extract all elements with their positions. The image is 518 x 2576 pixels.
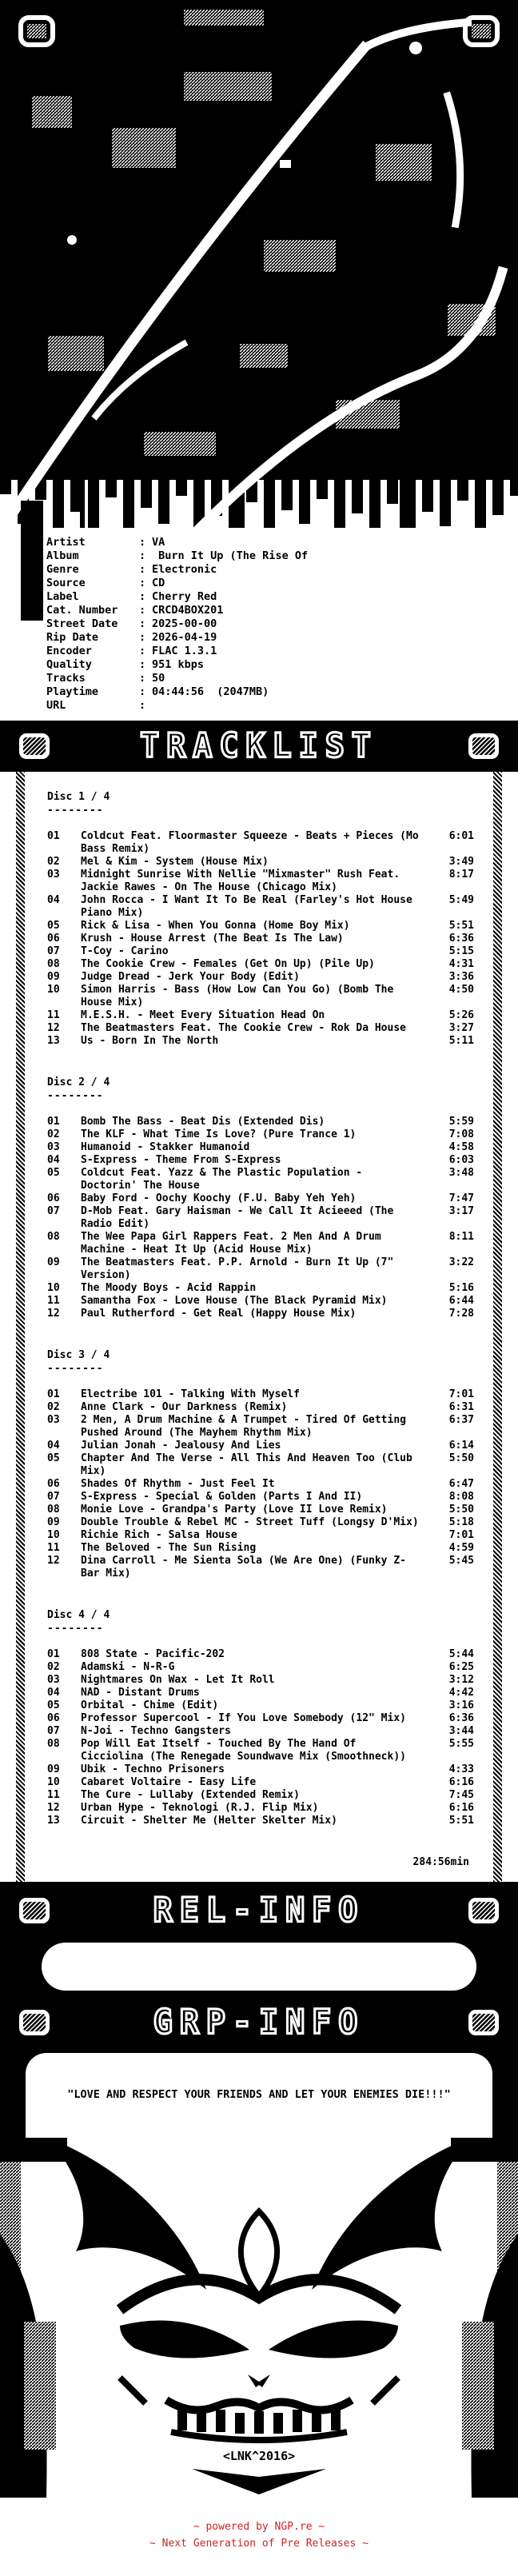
track-title: T-Coy - Carino [81, 945, 169, 957]
track-time: 5:49 [448, 894, 474, 906]
track-title: Julian Jonah - Jealousy And Lies [81, 1440, 281, 1452]
track-time: 4:50 [448, 984, 474, 996]
track-row [47, 1295, 474, 1308]
release-field [46, 604, 510, 617]
track-time: 5:11 [448, 1035, 474, 1047]
track-number: 04 [47, 1687, 60, 1699]
track-row [47, 1308, 474, 1320]
track-title: Nightmares On Wax - Let It Roll [81, 1674, 275, 1686]
track-title: Coldcut Feat. Yazz & The Plastic Population - Doctorin' The House [81, 1167, 363, 1192]
field-label: Rip Date [46, 631, 99, 644]
track-number: 06 [47, 1192, 60, 1204]
track-number: 02 [47, 1661, 60, 1673]
field-label: Street Date [46, 617, 118, 630]
rel-info-header-bar [0, 1885, 518, 1936]
track-title: Anne Clark - Our Darkness (Remix) [81, 1401, 288, 1413]
track-time: 5:44 [448, 1648, 474, 1660]
field-label: Playtime [46, 685, 99, 698]
release-field [46, 577, 510, 590]
track-number: 12 [47, 1022, 60, 1034]
track-row [47, 1674, 474, 1687]
track-row [47, 1763, 474, 1776]
track-number: 08 [47, 1738, 60, 1750]
disc-rule: -------- [47, 1623, 104, 1635]
track-number: 10 [47, 984, 60, 996]
track-row [47, 1491, 474, 1504]
field-value: Burn It Up (The Rise Of [152, 549, 309, 562]
track-row [47, 1022, 474, 1035]
track-row [47, 1699, 474, 1712]
field-label: URL [46, 699, 66, 712]
track-number: 01 [47, 1116, 60, 1128]
track-number: 05 [47, 1167, 60, 1179]
track-time: 4:58 [448, 1141, 474, 1153]
track-number: 10 [47, 1776, 60, 1788]
track-number: 11 [47, 1295, 60, 1307]
track-row [47, 1440, 474, 1452]
track-time: 7:01 [448, 1388, 474, 1400]
track-title: Dina Carroll - Me Sienta Sola (We Are One) (Funky Z-Bar Mix) [81, 1555, 406, 1580]
field-value: 04:44:56 (2047MB) [152, 685, 269, 698]
track-title: The Cure - Lullaby (Extended Remix) [81, 1789, 300, 1801]
track-title: Pop Will Eat Itself - Touched By The Hand Of Cicciolina (The Renegade Soundwave Mix (Smoothneck)) [81, 1738, 406, 1763]
track-row [47, 1388, 474, 1401]
track-title: Cabaret Voltaire - Easy Life [81, 1776, 257, 1788]
track-row [47, 1205, 474, 1231]
track-row [47, 945, 474, 958]
group-quote: "LOVE AND RESPECT YOUR FRIENDS AND LET YOUR ENEMIES DIE!!!" [26, 2053, 492, 2138]
track-number: 01 [47, 1648, 60, 1660]
track-time: 6:14 [448, 1440, 474, 1452]
track-row [47, 1128, 474, 1141]
track-title: M.E.S.H. - Meet Every Situation Head On [81, 1009, 325, 1021]
field-label: Encoder [46, 645, 92, 657]
track-title: Krush - House Arrest (The Beat Is The Law) [81, 933, 344, 945]
track-row [47, 1192, 474, 1205]
track-title: Rick & Lisa - When You Gonna (Home Boy Mix) [81, 920, 350, 932]
track-title: Electribe 101 - Talking With Myself [81, 1388, 300, 1400]
release-info-block [0, 528, 518, 721]
field-value [152, 699, 510, 713]
track-time: 3:27 [448, 1022, 474, 1034]
panel-left-border [16, 772, 25, 1882]
track-title: S-Express - Theme From S-Express [81, 1154, 281, 1166]
track-number: 05 [47, 1452, 60, 1464]
track-time: 6:03 [448, 1154, 474, 1166]
track-time: 7:28 [448, 1308, 474, 1320]
footer [0, 2498, 518, 2576]
track-title: Monie Love - Grandpa's Party (Love II Love Remix) [81, 1504, 388, 1516]
track-title: Baby Ford - Oochy Koochy (F.U. Baby Yeh Yeh) [81, 1192, 357, 1204]
track-title: NAD - Distant Drums [81, 1687, 200, 1699]
track-number: 10 [47, 1282, 60, 1294]
tracklist-header-bar [0, 721, 518, 772]
track-time: 7:47 [448, 1192, 474, 1204]
track-title: Shades Of Rhythm - Just Feel It [81, 1478, 275, 1490]
track-row [47, 1648, 474, 1661]
track-number: 09 [47, 1516, 60, 1528]
track-number: 04 [47, 1440, 60, 1452]
field-value: 50 [152, 672, 165, 685]
field-value: 2026-04-19 [152, 631, 217, 644]
track-time: 3:36 [448, 971, 474, 983]
release-field [46, 685, 510, 699]
rivet-icon [468, 733, 499, 759]
rel-info-panel [42, 1943, 476, 1991]
disc-sections [47, 791, 474, 1827]
track-row [47, 933, 474, 945]
field-label: Artist [46, 536, 86, 549]
track-row [47, 1776, 474, 1789]
field-label: Quality [46, 658, 92, 671]
track-time: 5:45 [448, 1555, 474, 1567]
track-title: Richie Rich - Salsa House [81, 1529, 237, 1541]
track-row [47, 1789, 474, 1802]
track-title: N-Joi - Techno Gangsters [81, 1725, 231, 1737]
track-row [47, 1035, 474, 1048]
track-time: 6:36 [448, 933, 474, 945]
field-value: FLAC 1.3.1 [152, 645, 217, 657]
track-number: 13 [47, 1815, 60, 1827]
track-title: The Cookie Crew - Females (Get On Up) (Pile Up) [81, 958, 375, 970]
track-time: 5:51 [448, 1815, 474, 1827]
track-number: 03 [47, 1674, 60, 1686]
track-number: 03 [47, 1141, 60, 1153]
track-title: Ubik - Techno Prisoners [81, 1763, 225, 1775]
track-time: 3:12 [448, 1674, 474, 1686]
track-number: 07 [47, 1725, 60, 1737]
track-number: 09 [47, 1256, 60, 1268]
track-title: Simon Harris - Bass (How Low Can You Go) (Bomb The House Mix) [81, 984, 394, 1008]
track-row [47, 1712, 474, 1725]
track-row [47, 1555, 474, 1580]
field-separator: : [139, 563, 146, 576]
grp-info-title: GRP-INFO [153, 2003, 365, 2043]
release-field [46, 549, 510, 563]
track-time: 4:42 [448, 1687, 474, 1699]
track-row [47, 1414, 474, 1440]
release-field [46, 645, 510, 658]
field-value: Electronic [152, 563, 217, 576]
track-title: S-Express - Special & Golden (Parts I And II) [81, 1491, 363, 1503]
track-number: 08 [47, 958, 60, 970]
track-row [47, 920, 474, 933]
tracklist-panel [16, 772, 502, 1882]
track-row [47, 1009, 474, 1022]
release-field [46, 699, 510, 713]
track-number: 01 [47, 830, 60, 842]
track-row [47, 1802, 474, 1815]
release-field [46, 617, 510, 631]
disc-section [47, 1609, 474, 1827]
track-row [47, 1542, 474, 1555]
field-label: Album [46, 549, 79, 562]
track-row [47, 1116, 474, 1128]
track-title: Bomb The Bass - Beat Dis (Extended Dis) [81, 1116, 325, 1128]
track-row [47, 894, 474, 920]
tracklist-content [25, 772, 493, 1882]
track-title: The Beloved - The Sun Rising [81, 1542, 257, 1554]
track-time: 5:16 [448, 1282, 474, 1294]
disc-rule: -------- [47, 1090, 104, 1102]
field-value: CRCD4BOX201 [152, 604, 224, 617]
track-title: Mel & Kim - System (House Mix) [81, 856, 269, 868]
track-time: 5:50 [448, 1452, 474, 1464]
track-title: Coldcut Feat. Floormaster Squeeze - Beats + Pieces (Mo Bass Remix) [81, 830, 419, 855]
track-number: 10 [47, 1529, 60, 1541]
track-title: Orbital - Chime (Edit) [81, 1699, 219, 1711]
track-time: 7:01 [448, 1529, 474, 1541]
field-separator: : [139, 617, 146, 630]
track-time: 8:08 [448, 1491, 474, 1503]
track-time: 5:15 [448, 945, 474, 957]
field-separator: : [139, 604, 146, 617]
disc-title: Disc 1 / 4 [47, 791, 110, 803]
track-number: 12 [47, 1308, 60, 1320]
track-number: 07 [47, 945, 60, 957]
track-time: 4:33 [448, 1763, 474, 1775]
field-label: Tracks [46, 672, 86, 685]
field-separator: : [139, 590, 146, 603]
release-field [46, 563, 510, 577]
disc-title: Disc 3 / 4 [47, 1349, 110, 1361]
track-row [47, 1478, 474, 1491]
track-number: 01 [47, 1388, 60, 1400]
track-time: 4:59 [448, 1542, 474, 1554]
release-fields [46, 536, 510, 713]
track-time: 6:36 [448, 1712, 474, 1724]
track-number: 13 [47, 1035, 60, 1047]
field-separator: : [139, 685, 146, 698]
field-separator: : [139, 699, 146, 712]
release-field [46, 536, 510, 549]
track-title: John Rocca - I Want It To Be Real (Farley's Hot House Piano Mix) [81, 894, 412, 919]
field-value: VA [152, 536, 165, 549]
track-title: The Beatmasters Feat. The Cookie Crew - Rok Da House [81, 1022, 406, 1034]
release-field [46, 658, 510, 672]
field-label: Source [46, 577, 86, 589]
track-number: 04 [47, 894, 60, 906]
track-row [47, 958, 474, 971]
track-time: 7:08 [448, 1128, 474, 1140]
track-number: 02 [47, 1401, 60, 1413]
rivet-icon [19, 1898, 50, 1923]
track-time: 5:55 [448, 1738, 474, 1750]
track-title: Paul Rutherford - Get Real (Happy House Mix) [81, 1308, 357, 1320]
track-number: 06 [47, 1712, 60, 1724]
field-separator: : [139, 672, 146, 685]
release-field [46, 672, 510, 685]
rivet-icon [468, 1898, 499, 1923]
track-title: The KLF - What Time Is Love? (Pure Trance 1) [81, 1128, 357, 1140]
track-title: Chapter And The Verse - All This And Heaven Too (Club Mix) [81, 1452, 412, 1477]
track-row [47, 869, 474, 894]
track-title: 808 State - Pacific-202 [81, 1648, 225, 1660]
info-zone [0, 1882, 518, 2138]
track-row [47, 1738, 474, 1763]
track-time: 5:50 [448, 1504, 474, 1516]
disc-section [47, 1349, 474, 1580]
top-ascii-art [0, 0, 518, 528]
track-number: 11 [47, 1542, 60, 1554]
track-number: 06 [47, 1478, 60, 1490]
disc-title: Disc 2 / 4 [47, 1076, 110, 1088]
track-title: Circuit - Shelter Me (Helter Skelter Mix) [81, 1815, 337, 1827]
disc-title: Disc 4 / 4 [47, 1609, 110, 1621]
disc-rule: -------- [47, 1363, 104, 1375]
track-time: 5:59 [448, 1116, 474, 1128]
track-title: Adamski - N-R-G [81, 1661, 175, 1673]
track-number: 08 [47, 1504, 60, 1516]
track-title: Double Trouble & Rebel MC - Street Tuff (Longsy D'Mix) [81, 1516, 419, 1528]
field-separator: : [139, 549, 146, 562]
track-time: 3:17 [448, 1205, 474, 1217]
track-title: Judge Dread - Jerk Your Body (Edit) [81, 971, 300, 983]
disc-section [47, 791, 474, 1048]
track-row [47, 1167, 474, 1192]
track-number: 05 [47, 920, 60, 932]
track-row [47, 1815, 474, 1827]
track-row [47, 984, 474, 1009]
footer-powered-by: ~ powered by NGP.re ~ [193, 2521, 325, 2533]
track-title: Professor Supercool - If You Love Somebody (12" Mix) [81, 1712, 406, 1724]
track-number: 02 [47, 1128, 60, 1140]
track-time: 6:16 [448, 1776, 474, 1788]
track-number: 02 [47, 856, 60, 868]
track-number: 12 [47, 1555, 60, 1567]
field-separator: : [139, 536, 146, 549]
track-time: 6:31 [448, 1401, 474, 1413]
field-label: Label [46, 590, 79, 603]
track-number: 03 [47, 869, 60, 881]
track-title: Urban Hype - Teknologi (R.J. Flip Mix) [81, 1802, 319, 1814]
track-title: Us - Born In The North [81, 1035, 219, 1047]
field-label: Cat. Number [46, 604, 118, 617]
field-label: Genre [46, 563, 79, 576]
disc-rule: -------- [47, 805, 104, 817]
track-number: 08 [47, 1231, 60, 1243]
grp-info-header-bar [0, 1997, 518, 2048]
track-number: 09 [47, 1763, 60, 1775]
track-title: 2 Men, A Drum Machine & A Trumpet - Tired Of Getting Pushed Around (The Mayhem Rhythm Mix) [81, 1414, 406, 1439]
track-row [47, 1401, 474, 1414]
track-time: 3:48 [448, 1167, 474, 1179]
signature-tag: <LNK^2016> [222, 2449, 296, 2463]
track-time: 5:26 [448, 1009, 474, 1021]
track-time: 3:44 [448, 1725, 474, 1737]
track-number: 12 [47, 1802, 60, 1814]
field-value: Cherry Red [152, 590, 217, 603]
track-title: The Beatmasters Feat. P.P. Arnold - Burn It Up (7" Version) [81, 1256, 394, 1281]
demon-skull-art [0, 2138, 518, 2498]
track-number: 07 [47, 1491, 60, 1503]
track-time: 6:01 [448, 830, 474, 842]
track-row [47, 971, 474, 984]
track-row [47, 1231, 474, 1256]
field-separator: : [139, 577, 146, 589]
track-time: 6:47 [448, 1478, 474, 1490]
track-row [47, 1661, 474, 1674]
track-title: Humanoid - Stakker Humanoid [81, 1141, 250, 1153]
track-time: 3:49 [448, 856, 474, 868]
track-time: 8:11 [448, 1231, 474, 1243]
track-row [47, 830, 474, 856]
track-number: 11 [47, 1789, 60, 1801]
field-value: 2025-00-00 [152, 617, 217, 630]
rivet-icon [468, 2010, 499, 2035]
track-time: 6:44 [448, 1295, 474, 1307]
track-row [47, 1154, 474, 1167]
release-field [46, 631, 510, 645]
track-number: 07 [47, 1205, 60, 1217]
field-separator: : [139, 645, 146, 657]
track-row [47, 1452, 474, 1478]
track-row [47, 1282, 474, 1295]
track-time: 5:18 [448, 1516, 474, 1528]
field-value: 951 kbps [152, 658, 205, 671]
track-title: The Moody Boys - Acid Rappin [81, 1282, 257, 1294]
track-time: 6:25 [448, 1661, 474, 1673]
track-number: 11 [47, 1009, 60, 1021]
track-number: 04 [47, 1154, 60, 1166]
track-row [47, 1141, 474, 1154]
track-number: 05 [47, 1699, 60, 1711]
rivet-icon [19, 2010, 50, 2035]
total-playtime: 284:56min [412, 1856, 469, 1868]
track-number: 06 [47, 933, 60, 945]
track-time: 8:17 [448, 869, 474, 881]
track-time: 3:22 [448, 1256, 474, 1268]
track-time: 6:16 [448, 1802, 474, 1814]
track-row [47, 856, 474, 869]
track-row [47, 1504, 474, 1516]
track-time: 5:51 [448, 920, 474, 932]
track-time: 3:16 [448, 1699, 474, 1711]
track-row [47, 1725, 474, 1738]
track-row [47, 1687, 474, 1699]
footer-tagline: ~ Next Generation of Pre Releases ~ [149, 2538, 369, 2550]
track-title: The Wee Papa Girl Rappers Feat. 2 Men And A Drum Machine - Heat It Up (Acid House Mix) [81, 1231, 381, 1256]
field-separator: : [139, 658, 146, 671]
track-time: 7:45 [448, 1789, 474, 1801]
track-title: D-Mob Feat. Gary Haisman - We Call It Acieeed (The Radio Edit) [81, 1205, 394, 1230]
tracklist-title: TRACKLIST [140, 726, 378, 766]
track-row [47, 1529, 474, 1542]
field-separator: : [139, 631, 146, 644]
track-number: 03 [47, 1414, 60, 1426]
track-time: 4:31 [448, 958, 474, 970]
track-row [47, 1516, 474, 1529]
track-row [47, 1256, 474, 1282]
release-field [46, 590, 510, 604]
field-value: CD [152, 577, 165, 589]
track-title: Midnight Sunrise With Nellie "Mixmaster" Rush Feat. Jackie Rawes - On The House (Chicago Mix) [81, 869, 400, 893]
track-title: Samantha Fox - Love House (The Black Pyramid Mix) [81, 1295, 388, 1307]
rel-info-title: REL-INFO [153, 1891, 365, 1931]
track-number: 09 [47, 971, 60, 983]
disc-section [47, 1076, 474, 1320]
rivet-icon [19, 733, 50, 759]
panel-right-border [493, 772, 502, 1882]
track-time: 6:37 [448, 1414, 474, 1426]
